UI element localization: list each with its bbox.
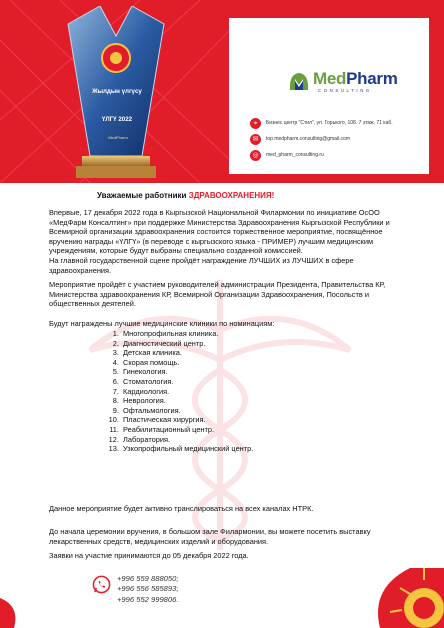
greeting	[97, 191, 274, 200]
nomination-item: 1. Многопрофильная клиника.	[121, 329, 253, 339]
nomination-item: 10. Пластическая хирургия.	[121, 415, 253, 425]
greeting-highlight: ЗДРАВООХРАНЕНИЯ!	[188, 191, 275, 200]
paragraph-intro: Впервые, 17 декабря 2022 года в Кыргызской Национальной Филармонии по инициативе ОсОО «МедФарм Консалтинг» при поддержке Министерства Здравоохранения Кыргызской Республики и Всемирной организации здравоохранения состоится торжественное мероприятие, посвящённое вручению награды «ҮЛГҮ» (в переводе с кыргызского языка - ПРИМЕР) лучшим медицинским учреждениям, которые будут выбраны специально созданной комиссией.	[49, 208, 390, 256]
whatsapp-icon	[92, 575, 111, 594]
nomination-item: 7. Кардиология.	[121, 387, 253, 397]
nomination-item: 12. Лаборатория.	[121, 435, 253, 445]
location-pin-icon: ⌖	[250, 118, 261, 129]
nomination-item: 9. Офтальмология.	[121, 406, 253, 416]
phone-list	[117, 574, 178, 605]
nomination-item: 4. Скорая помощь.	[121, 358, 253, 368]
nomination-item: 3. Детская клиника.	[121, 348, 253, 358]
trophy-label-brand: MedPharm	[108, 135, 128, 140]
trophy-label-year: ҮЛГҮ 2022	[101, 116, 133, 123]
contact-email-text[interactable]: top.medpharm.consulting@gmail.com	[266, 136, 351, 142]
logo-pharm: Pharm	[346, 69, 398, 88]
paragraph-participants: Мероприятие пройдёт с участием руководителей администрации Президента, Правительства КР, Министерства здравоохранения КР, Всемирной Организации Здравоохранения, Посольств и общественных деятелей.	[49, 280, 386, 309]
logo-wordmark	[313, 70, 398, 88]
paragraph-exhibition: До начала церемонии вручения, в большом зале Филармонии, вы можете посетить выставку лекарственных средств, медицинских изделий и оборудования.	[49, 527, 371, 546]
medpharm-logo-icon	[287, 70, 311, 94]
mail-icon: ✉	[250, 134, 261, 145]
nomination-item: 2. Диагностический центр.	[121, 339, 253, 349]
ornament-corner-decoration	[0, 598, 20, 628]
instagram-icon: ◎	[250, 150, 261, 161]
contact-instagram[interactable]	[250, 150, 430, 162]
nomination-item: 6. Стоматология.	[121, 377, 253, 387]
logo-subtitle: CONSULTING	[318, 88, 372, 93]
medpharm-logo	[287, 70, 427, 94]
contact-instagram-text[interactable]: med_pharm_consulting.ru	[266, 152, 324, 158]
paragraph-deadline: Заявки на участие принимаются до 05 декабря 2022 года.	[49, 551, 249, 560]
nominations-list	[105, 329, 253, 454]
contact-address-text: Бизнес центр "Стил", ул. Горького, 108. 7 этаж, 71 каб.	[266, 120, 393, 126]
phone-number[interactable]: +996 552 999806.	[117, 594, 179, 604]
header-banner	[0, 0, 444, 183]
phone-number[interactable]: +996 559 888050;	[117, 574, 179, 583]
paragraph-broadcast: Данное мероприятие будет активно транслироваться на всех каналах НТРК.	[49, 504, 314, 513]
greeting-prefix: Уважаемые работники	[97, 191, 189, 200]
logo-med: Med	[313, 69, 347, 88]
nomination-item: 11. Реабилитационный центр.	[121, 425, 253, 435]
contact-address	[250, 118, 430, 130]
nomination-item: 8. Неврология.	[121, 396, 253, 406]
paragraph-ceremony: На главной государственной сцене пройдёт награждение ЛУЧШИХ из ЛУЧШИХ в сфере здравоохранения.	[49, 256, 354, 275]
nomination-item: 5. Гинекология.	[121, 367, 253, 377]
nomination-item: 13. Узкопрофильный медицинский центр.	[121, 444, 253, 454]
contact-email[interactable]	[250, 134, 430, 146]
ornament-sun-decoration	[360, 528, 444, 628]
trophy-label-title: Жылдын үлгүсу	[92, 88, 142, 95]
paragraph-nominations-intro: Будут награждены лучшие медицинские клиники по номинациям:	[49, 319, 275, 328]
phone-number[interactable]: +996 556 585893;	[117, 584, 179, 594]
